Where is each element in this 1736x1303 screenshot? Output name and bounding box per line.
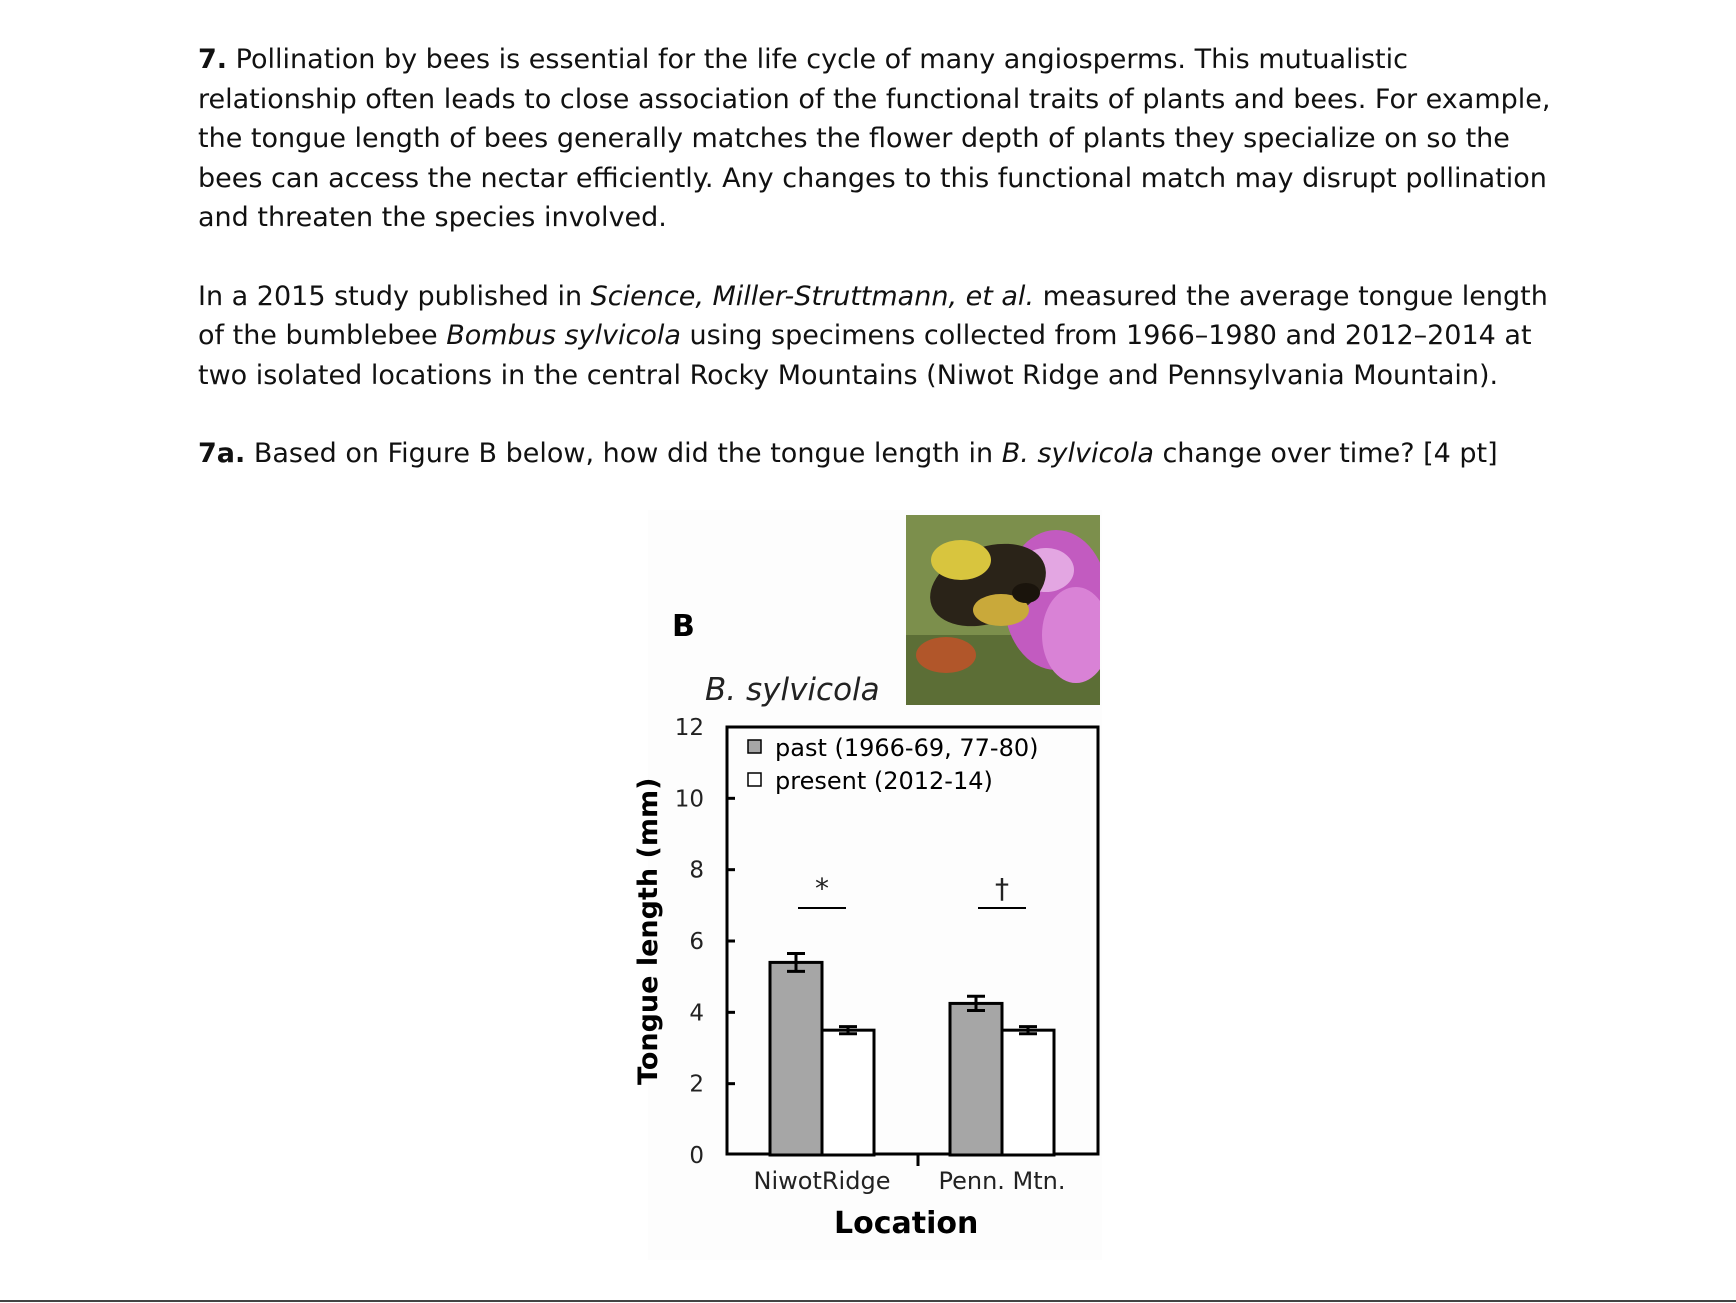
bar-present (822, 1030, 874, 1155)
x-categories (754, 1155, 1066, 1195)
x-axis-label: Location (834, 1206, 979, 1241)
bar-present (1002, 1030, 1054, 1155)
question-number: 7. (198, 44, 228, 75)
study-text-3: using specimens collected from 1966–1980 and 2012–2014 at two isolated locations in the central Rocky Mountains (Niwot Ridge and Pennsylvania Mountain). (198, 320, 1532, 391)
page-bottom-rule (0, 1300, 1736, 1302)
subquestion-text-1: Based on Figure B below, how did the tongue length in (245, 438, 1002, 469)
legend-swatch-past (748, 740, 761, 753)
x-category-label: Penn. Mtn. (938, 1167, 1066, 1195)
significance-marker: * (815, 872, 829, 905)
bar-past (950, 1003, 1002, 1155)
y-tick-label: 0 (689, 1143, 704, 1169)
y-axis-label: Tongue length (mm) (633, 777, 664, 1085)
y-tick-label: 10 (674, 786, 704, 813)
y-tick-label: 6 (689, 929, 704, 955)
intro-text: Pollination by bees is essential for the life cycle of many angiosperms. This mutualistic relationship often leads to close association of the functional traits of plants and bees. For example, the tongue length of bees generally matches the flower depth of plants they specialize on so the bees can access the nectar efficiently. Any changes to this functional match may disrupt pollination and threaten the species involved. (198, 44, 1551, 233)
legend-label-present: present (2012-14) (775, 767, 993, 795)
y-tick-label: 12 (674, 715, 704, 741)
study-journal: Science, Miller-Struttmann, et al. (590, 280, 1035, 312)
panel-label: B (672, 609, 695, 644)
study-text-1: In a 2015 study published in (198, 280, 591, 312)
bars (770, 962, 1054, 1155)
y-tick-label: 8 (689, 857, 704, 884)
y-tick-label: 2 (689, 1071, 704, 1098)
significance-marker: † (995, 872, 1009, 905)
study-text-2: measured the average tongue length of the bumblebee (198, 280, 1548, 351)
x-category-label: NiwotRidge (753, 1167, 891, 1195)
subquestion-number: 7a. (198, 438, 246, 469)
legend (748, 734, 1038, 795)
bar-past (770, 962, 822, 1155)
chart-title: B. sylvicola (705, 672, 880, 708)
legend-swatch-present (748, 773, 761, 786)
significance-markers (798, 872, 1026, 908)
subquestion-species: B. sylvicola (1001, 438, 1154, 469)
study-species: Bombus sylvicola (446, 320, 681, 351)
subquestion-text-2: change over time? [4 pt] (1153, 438, 1498, 469)
y-tick-label: 4 (689, 1000, 704, 1027)
legend-label-past: past (1966-69, 77-80) (775, 734, 1039, 762)
